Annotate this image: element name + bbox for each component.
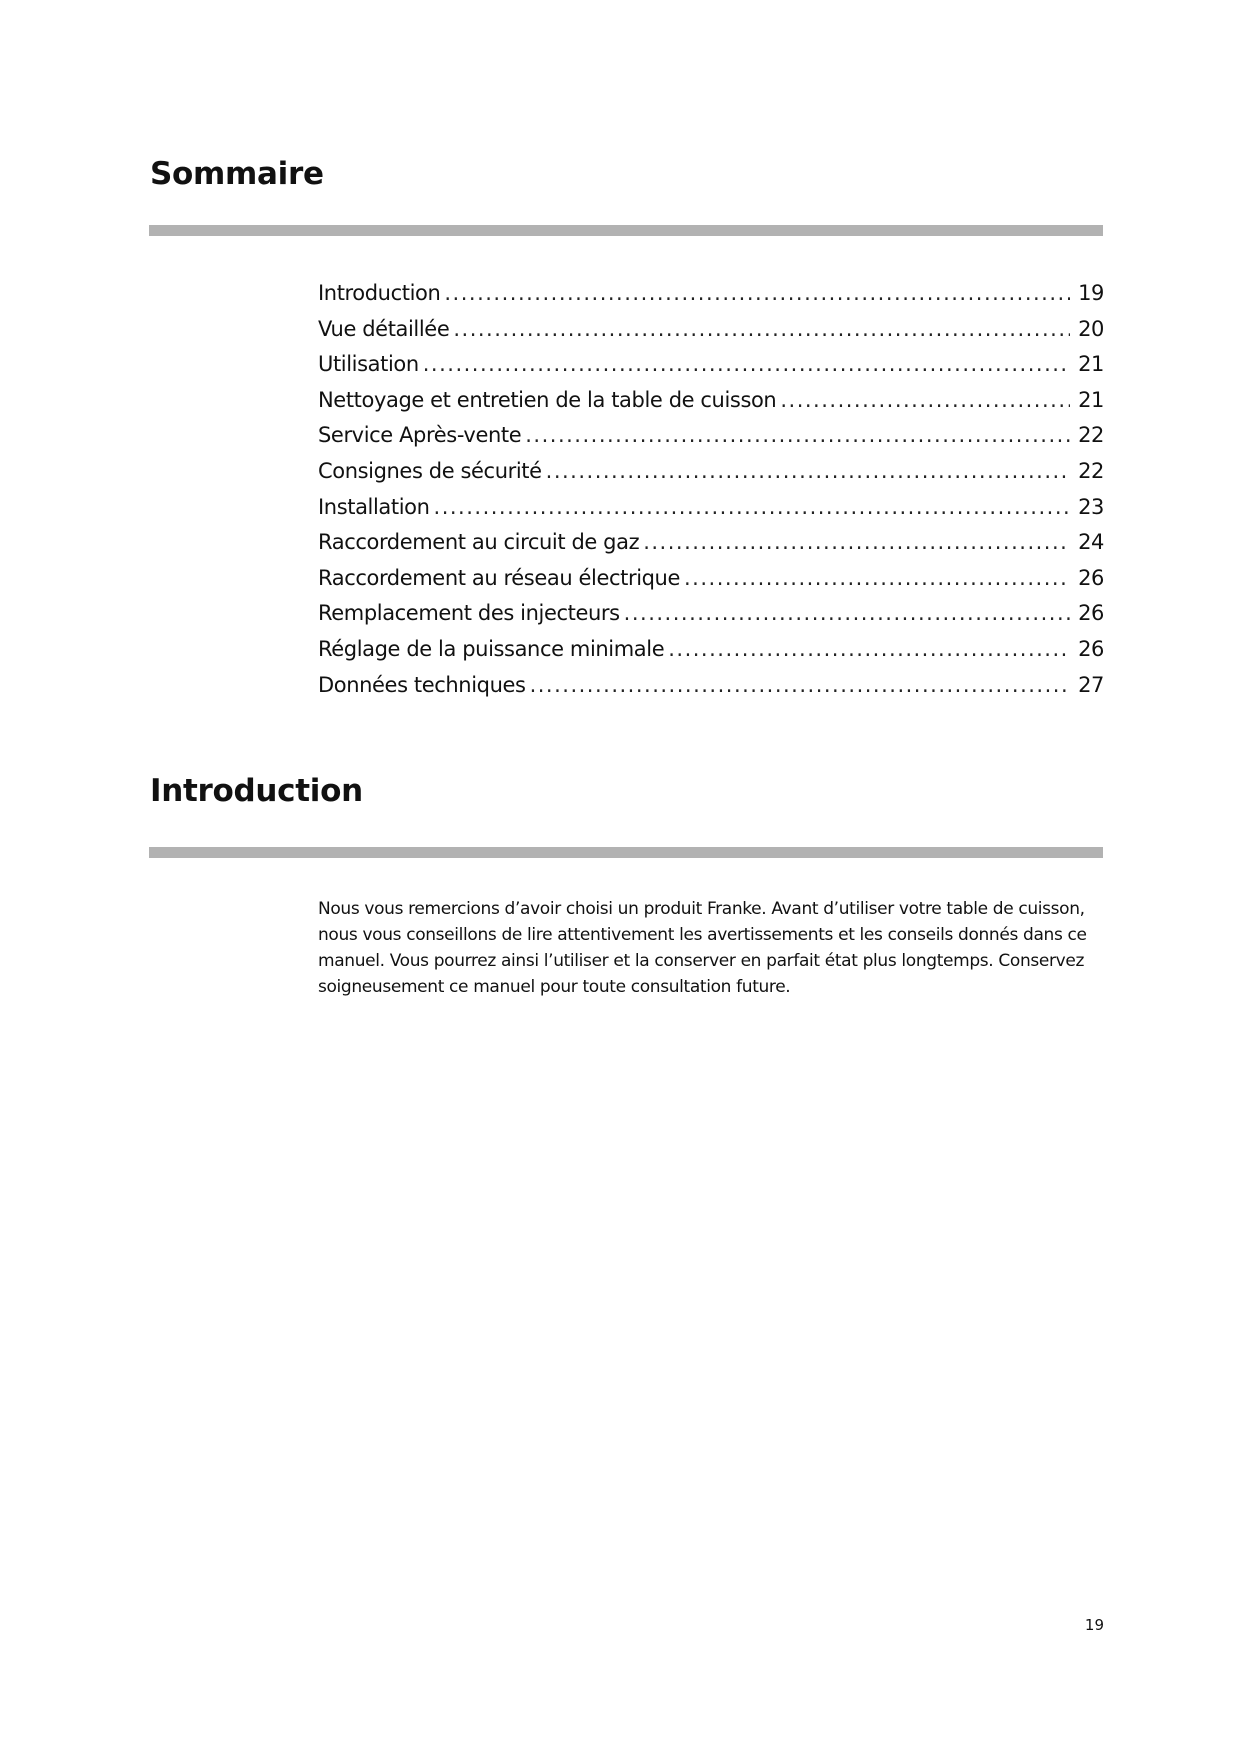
introduction-heading: Introduction [150, 773, 363, 809]
toc-entry-page: 23 [1078, 494, 1104, 519]
toc-dot-leader [423, 347, 1070, 383]
toc-entry-page: 22 [1078, 423, 1104, 448]
toc-entry-installation[interactable] [318, 490, 1104, 526]
toc-entry-label: Réglage de la puissance minimale [318, 636, 665, 661]
toc-entry-label: Données techniques [318, 672, 526, 697]
toc-dot-leader [546, 454, 1070, 490]
toc-dot-leader [643, 525, 1070, 561]
toc-entry-nettoyage[interactable] [318, 383, 1104, 419]
toc-entry-vue-detaillee[interactable] [318, 312, 1104, 348]
toc-entry-raccordement-electrique[interactable] [318, 561, 1104, 597]
toc-entry-label: Introduction [318, 281, 441, 305]
toc-entry-label: Installation [318, 494, 430, 519]
toc-entry-introduction[interactable] [318, 276, 1104, 312]
toc-heading: Sommaire [150, 156, 324, 192]
toc-dot-leader [453, 312, 1070, 348]
toc-entry-label: Raccordement au circuit de gaz [318, 530, 640, 555]
toc-entry-utilisation[interactable] [318, 347, 1104, 383]
toc-entry-raccordement-gaz[interactable] [318, 525, 1104, 561]
page-number: 19 [1084, 1616, 1104, 1634]
toc-entry-page: 22 [1078, 458, 1104, 483]
toc-dot-leader [624, 596, 1070, 632]
toc-entry-page: 20 [1078, 316, 1104, 341]
section-divider [149, 225, 1103, 236]
toc-entry-label: Vue détaillée [318, 316, 450, 341]
toc-entry-label: Nettoyage et entretien de la table de cuisson [318, 387, 777, 412]
toc-dot-leader [780, 383, 1070, 419]
introduction-paragraph: Nous vous remercions d’avoir choisi un produit Franke. Avant d’utiliser votre table de cuisson, nous vous conseillons de lire attentivement les avertissements et les conseils donnés dans ce manuel. Vous pourrez ainsi l’utiliser et la conserver en parfait état plus longtemps. Conservez soigneusement ce manuel pour toute consultation future. [318, 899, 1087, 997]
toc-entry-consignes-securite[interactable] [318, 454, 1104, 490]
toc-dot-leader [530, 668, 1070, 704]
table-of-contents [318, 276, 1104, 703]
toc-entry-donnees-techniques[interactable] [318, 668, 1104, 704]
toc-entry-label: Consignes de sécurité [318, 458, 542, 483]
toc-entry-page: 21 [1078, 387, 1104, 412]
toc-entry-reglage-puissance[interactable] [318, 632, 1104, 668]
toc-entry-page: 27 [1078, 672, 1104, 697]
toc-entry-page: 26 [1078, 565, 1104, 590]
toc-entry-page: 19 [1078, 281, 1104, 305]
toc-entry-remplacement-injecteurs[interactable] [318, 596, 1104, 632]
toc-dot-leader [434, 490, 1070, 526]
toc-dot-leader [684, 561, 1070, 597]
toc-entry-page: 24 [1078, 530, 1104, 555]
toc-entry-page: 26 [1078, 601, 1104, 626]
toc-entry-label: Raccordement au réseau électrique [318, 565, 680, 590]
toc-entry-service-apres-vente[interactable] [318, 418, 1104, 454]
toc-entry-page: 21 [1078, 352, 1104, 377]
toc-entry-page: 26 [1078, 636, 1104, 661]
toc-dot-leader [668, 632, 1070, 668]
toc-entry-label: Service Après-vente [318, 423, 522, 448]
toc-dot-leader [444, 276, 1070, 312]
section-divider [149, 847, 1103, 858]
toc-entry-label: Utilisation [318, 352, 419, 377]
toc-dot-leader [525, 418, 1070, 454]
toc-entry-label: Remplacement des injecteurs [318, 601, 620, 626]
